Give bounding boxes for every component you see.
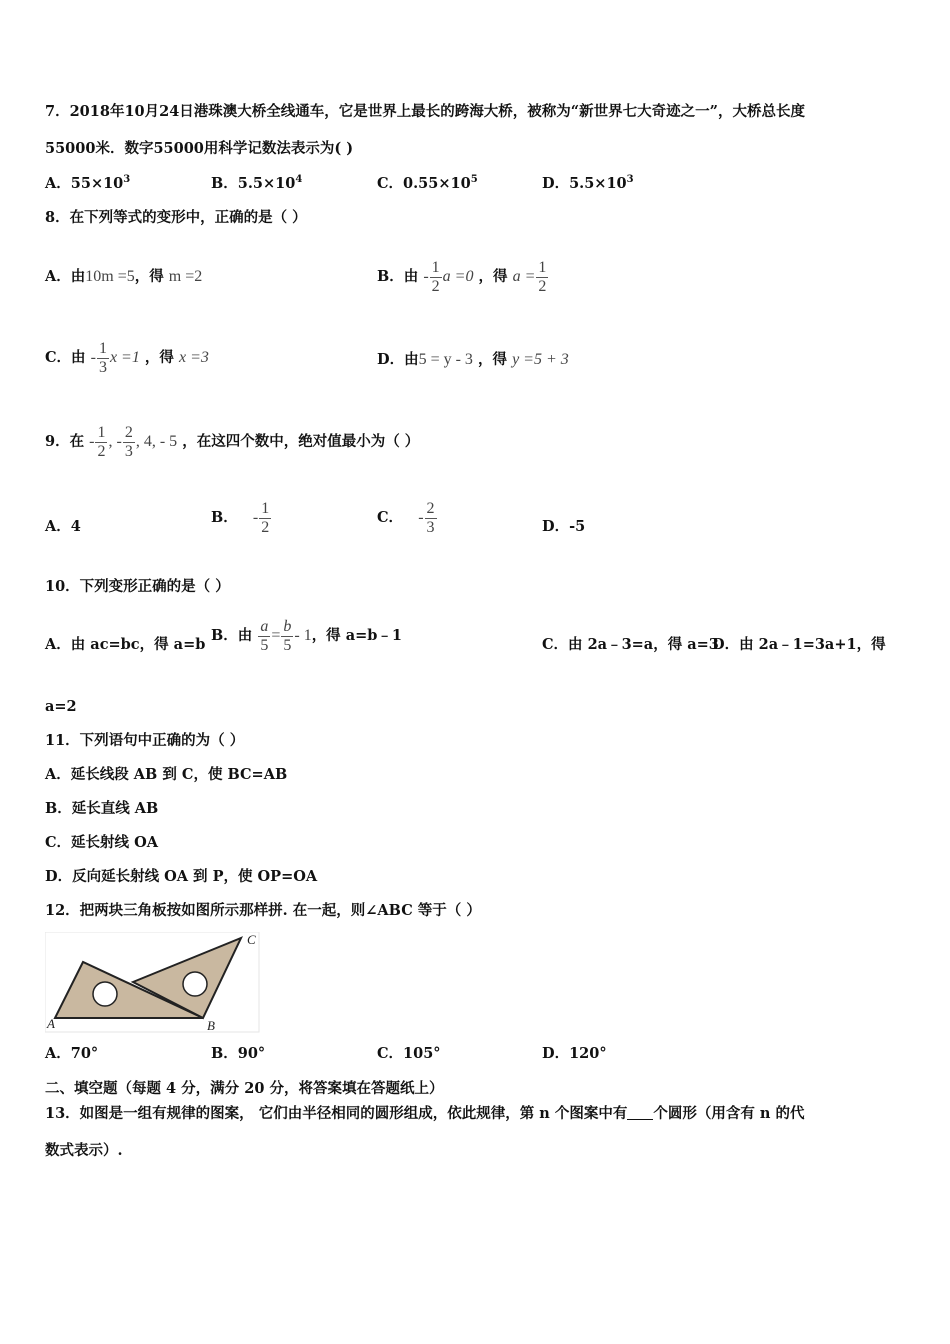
q10-option-b: B．由 $\frac{a}{5}$ = $\frac{b}{5}$ - 1，得 a=b﹣1 [211, 617, 403, 654]
fraction: $\frac{2}{3}$ [124, 423, 133, 460]
q9-option-b: B． - $\frac{1}{2}$ [211, 499, 270, 536]
fraction: $\frac{2}{3}$ [426, 499, 435, 536]
left-ruler-hole [93, 982, 117, 1006]
q7-stem-line1: 7．2018年10月24日港珠澳大桥全线通车，它是世界上最长的跨海大桥，被称为“新世界七大奇迹之一”，大桥总长度 [45, 103, 805, 120]
q10-option-d: D．由 2a﹣1=3a+1，得 [712, 636, 886, 653]
q11-option-c: C．延长射线 OA [45, 834, 158, 851]
q7-option-a: A．$55\times 10^3$ [45, 174, 131, 192]
q7-option-d: D．$5.5\times 10^3$ [542, 174, 634, 192]
q9-option-a: A．4 [45, 518, 81, 535]
vertex-label-c: C [247, 932, 256, 947]
q10-option-d-continued: a=2 [45, 698, 77, 715]
q11-option-a: A．延长线段 AB 到 C，使 BC=AB [45, 766, 288, 783]
answer-blank [627, 1105, 653, 1120]
triangle-rulers-diagram [45, 932, 261, 1034]
fraction: $\frac{1}{3}$ [98, 339, 107, 376]
q11-stem: 11．下列语句中正确的为（ ） [45, 732, 245, 749]
q7-option-b: B．$5.5\times 10^4$ [211, 174, 303, 192]
vertex-label-b: B [207, 1018, 215, 1033]
q11-option-b: B．延长直线 AB [45, 800, 159, 817]
q12-option-a: A．70° [45, 1045, 99, 1062]
fraction: $\frac{1}{2}$ [431, 258, 440, 295]
fraction: $\frac{1}{2}$ [538, 258, 547, 295]
q12-triangle-figure [45, 932, 261, 1034]
q9-option-c: C． - $\frac{2}{3}$ [377, 499, 435, 536]
q11-option-d: D．反向延长射线 OA 到 P，使 OP=OA [45, 868, 318, 885]
q8-option-a: A．由10m =5，得 m =2 [45, 268, 203, 285]
fraction: $\frac{1}{2}$ [261, 499, 270, 536]
q10-stem: 10．下列变形正确的是（ ） [45, 578, 230, 595]
q12-option-b: B．90° [211, 1045, 266, 1062]
fraction: $\frac{a}{5}$ [260, 617, 269, 654]
q9-option-d: D．-5 [542, 518, 586, 535]
q9-stem: 9．在 - $\frac{1}{2}$ , - $\frac{2}{3}$ , 4, - 5 ，在这四个数中，绝对值最小为（ ） [45, 423, 420, 460]
q8-option-b: B．由 - $\frac{1}{2}$ a =0 ，得 a = $\frac{1}{2}$ [377, 258, 547, 295]
q10-option-c: C．由 2a﹣3=a，得 a=3 [542, 636, 719, 653]
section-heading-fill-in-blank: 二、填空题（每题 4 分，满分 20 分，将答案填在答题纸上） [45, 1080, 444, 1097]
q12-stem: 12．把两块三角板按如图所示那样拼. 在一起，则∠ABC 等于（ ） [45, 902, 481, 919]
q13-stem-line2: 数式表示）. [45, 1142, 123, 1159]
q8-option-c: C．由 - $\frac{1}{3}$ x =1 ，得 x =3 [45, 339, 209, 376]
q7-stem-line2: 55000米．数字55000用科学记数法表示为( ) [45, 140, 354, 157]
fraction: $\frac{1}{2}$ [97, 423, 106, 460]
fraction: $\frac{b}{5}$ [283, 617, 292, 654]
q10-option-a: A．由 ac=bc，得 a=b [45, 636, 206, 653]
q8-stem: 8．在下列等式的变形中，正确的是（ ） [45, 209, 307, 226]
q7-option-c: C．$0.55\times 10^5$ [377, 174, 478, 192]
q12-option-d: D．120° [542, 1045, 607, 1062]
q13-stem-line1: 13．如图是一组有规律的图案， 它们由半径相同的圆形组成，依此规律，第 n 个图案中有 个圆形（用含有 n 的代 [45, 1105, 805, 1122]
q12-option-c: C．105° [377, 1045, 441, 1062]
q8-option-d: D．由5 = y - 3 ，得 y =5 + 3 [377, 351, 569, 368]
right-ruler-hole [183, 972, 207, 996]
vertex-label-a: A [47, 1016, 55, 1031]
